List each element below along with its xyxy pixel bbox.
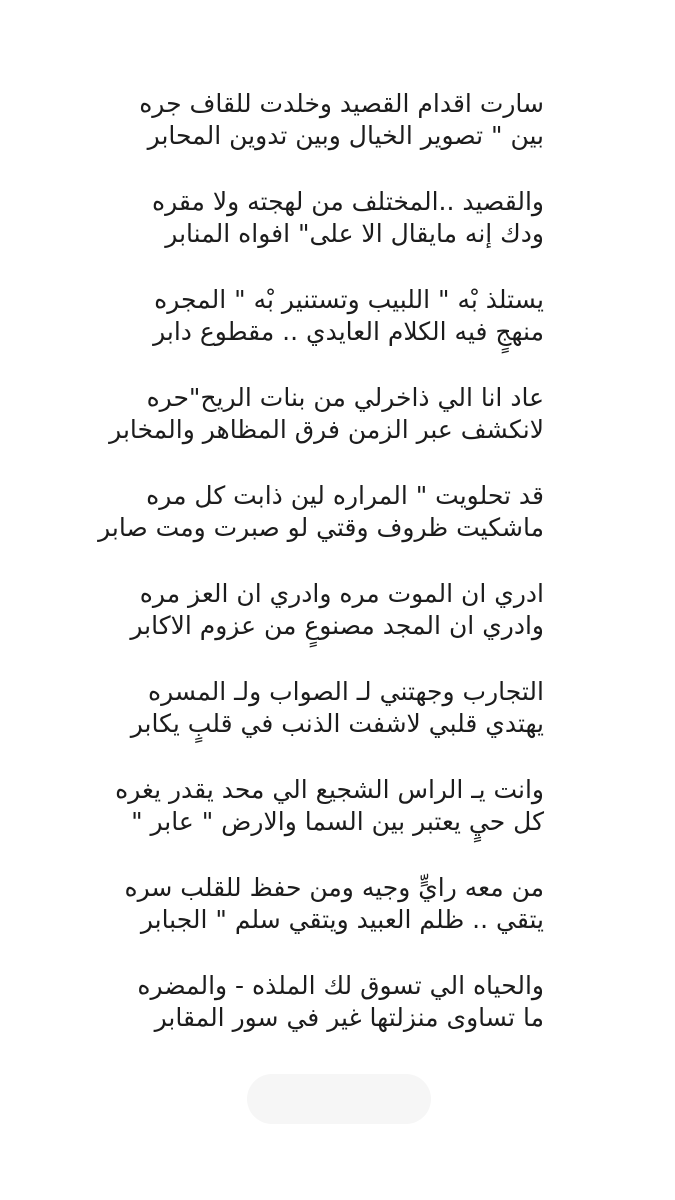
stanza [0, 676, 675, 774]
poem-line: التجارب وجهتني لـ الصواب ولـ المسره [148, 677, 544, 706]
poem-line: عاد انا الي ذاخرلي من بنات الريح"حره [146, 383, 544, 412]
poem-line: كل حيٍ يعتبر بين السما والارض " عابر " [131, 807, 544, 836]
poem-line: والقصيد ..المختلف من لهجته ولا مقره [151, 187, 544, 216]
poem-line: يهتدي قلبي لاشفت الذنب في قلبٍ يكابر [130, 709, 544, 738]
stanza [0, 88, 675, 186]
poem-line: من معه رايٍّ وجيه ومن حفظ للقلب سره [124, 873, 544, 902]
stanza [0, 872, 675, 970]
stanza [0, 480, 675, 578]
poem-line: بين " تصوير الخيال وبين تدوين المحابر [147, 121, 544, 150]
poem-line: قد تحلويت " المراره لين ذابت كل مره [146, 481, 544, 510]
stanza [0, 774, 675, 872]
stanza [0, 382, 675, 480]
poem-line: وانت يـ الراس الشجيع الي محد يقدر يغره [115, 775, 544, 804]
stanza [0, 970, 675, 1068]
poem [0, 88, 675, 1068]
poem-line: يتقي .. ظلم العبيد ويتقي سلم " الجبابر [140, 905, 544, 934]
poem-line: يستلذ بْه " اللبيب وتستنير بْه " المجره [154, 285, 544, 314]
poem-line: لانكشف عبر الزمن فرق المظاهر والمخابر [109, 415, 544, 444]
poem-line: ماشكيت ظروف وقتي لو صبرت ومت صابر [98, 513, 544, 542]
poem-line: منهجٍ فيه الكلام العايدي .. مقطوع دابر [153, 317, 544, 346]
poem-line: والحياه الي تسوق لك الملذه - والمضره [137, 971, 544, 1000]
poem-line: ودك إنه مايقال الا على" افواه المنابر [165, 219, 544, 248]
stanza [0, 186, 675, 284]
poem-line: وادري ان المجد مصنوعٍ من عزوم الاكابر [130, 611, 544, 640]
stanza [0, 578, 675, 676]
poem-line: سارت اقدام القصيد وخلدت للقاف جره [139, 89, 544, 118]
home-indicator-pill[interactable] [247, 1074, 431, 1124]
poem-line: ما تساوى منزلتها غير في سور المقابر [154, 1003, 544, 1032]
poem-line: ادري ان الموت مره وادري ان العز مره [139, 579, 544, 608]
stanza [0, 284, 675, 382]
